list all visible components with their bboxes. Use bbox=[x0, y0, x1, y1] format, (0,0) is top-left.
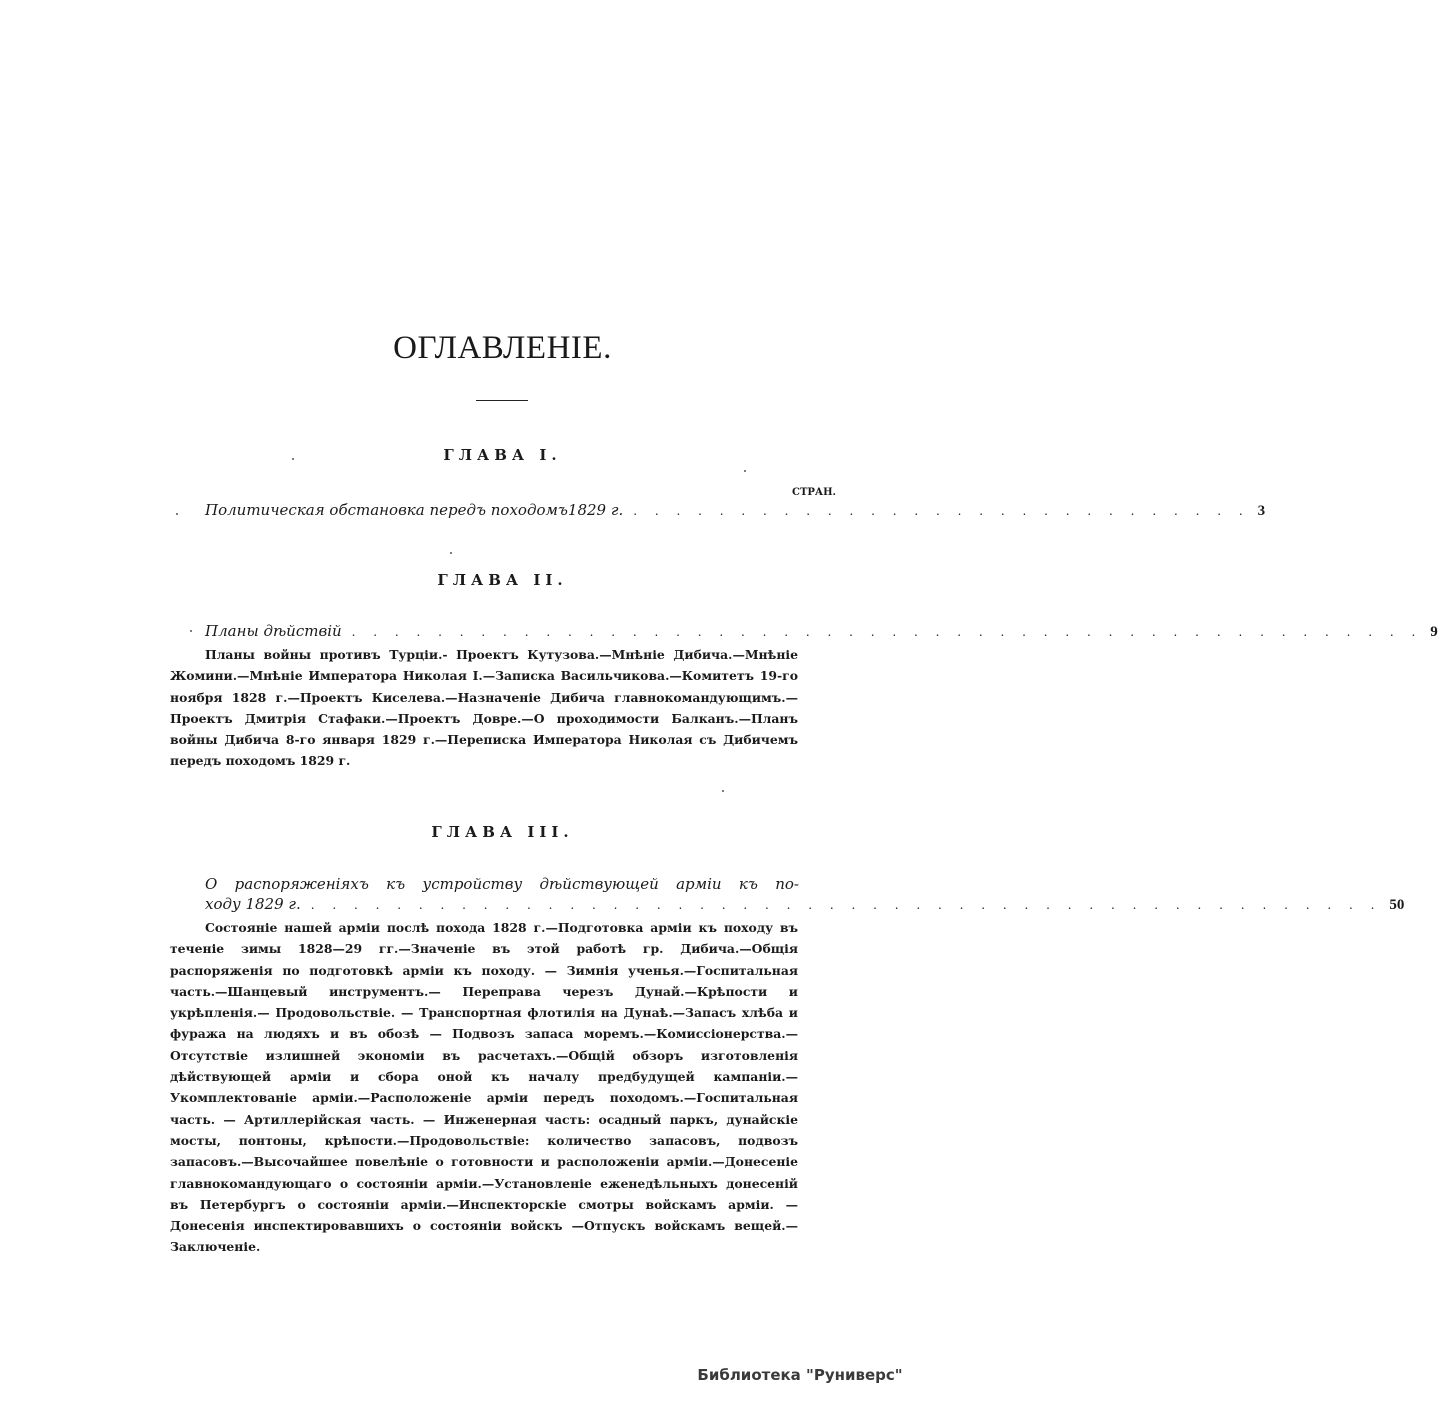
chapter-3-summary: Состояніе нашей арміи послѣ похода 1828 г.—Подготовка арміи къ походу въ теченіе зимы 1828—29 гг.—Значеніе въ этой работѣ гр. Дибича.—Общія распоряженія по подготовкѣ арміи къ походу. — Зимнія ученья.—Госпитальная часть.—Шанцевый инструментъ.— Переправа черезъ Дунай.—Крѣпости и укрѣпленія.— Продовольствіе. — Транспортная флотилія на Дунаѣ.—Запасъ хлѣба и фуража на людяхъ и въ обозѣ — Подвозъ запаса моремъ.—Комиссіонерства.—Отсутствіе излишней экономіи въ расчетахъ.—Общій обзоръ изготовленія дѣйствующей арміи и сбора оной къ началу предбудущей кампаніи.—Укомплектованіе арміи.—Расположеніе арміи передъ походомъ.—Госпитальная часть. — Артиллерійская часть. — Инженерная часть: осадный паркъ, дунайскіе мосты, понтоны, крѣпости.—Продовольствіе: количество запасовъ, подвозъ запасовъ.—Высочайшее повелѣніе о готовности и расположеніи арміи.—Донесеніе главнокомандующаго о состояніи арміи.—Установленіе еженедѣльныхъ донесеній въ Петербургъ о состояніи арміи.—Инспекторскіе смотры войскамъ арміи. — Донесенія инспектировавшихъ о состояніи войскъ —Отпускъ войскамъ вещей.— Заключеніе. bbox=[170, 920, 798, 1255]
dot-leader: . . . . . . . . . . . . . . . . . . . . . . . . . . . . . . . . . . . . . . . . . . . . . . . . . . bbox=[310, 898, 1382, 912]
scan-speck bbox=[176, 513, 178, 515]
chapter-3-heading: ГЛАВА III. bbox=[431, 823, 574, 841]
chapter-1-entry[interactable] bbox=[205, 500, 1266, 521]
chapter-1-entry-title: Политическая обстановка передъ походомъ1829 г. bbox=[205, 501, 624, 519]
chapter-3-page-number: 50 bbox=[1389, 897, 1405, 913]
scan-speck bbox=[744, 470, 746, 472]
scan-speck bbox=[292, 458, 294, 460]
chapter-2-page-number: 9 bbox=[1430, 624, 1438, 640]
dot-leader: . . . . . . . . . . . . . . . . . . . . . . . . . . . . . . . . . . . . . . . . . . . . . . . . . . bbox=[351, 625, 1423, 639]
page-title: ОГЛАВЛЕНІЕ. bbox=[393, 330, 612, 366]
chapter-3-entry-title-line1: О распоряженіяхъ къ устройству дѣйствующей арміи къ по- bbox=[205, 875, 799, 893]
scan-speck bbox=[450, 552, 452, 554]
page-column-label: СТРАН. bbox=[792, 487, 836, 498]
chapter-2-entry[interactable] bbox=[205, 621, 1438, 642]
scan-speck bbox=[722, 790, 724, 792]
dot-leader: . . . . . . . . . . . . . . . . . . . . . . . . . . . . . bbox=[633, 504, 1250, 518]
chapter-2-heading: ГЛАВА II. bbox=[437, 571, 568, 589]
chapter-3-entry-title-line2: ходу 1829 г. bbox=[205, 895, 301, 913]
chapter-1-heading: ГЛАВА I. bbox=[443, 446, 562, 464]
library-watermark: Библиотека "Руниверс" bbox=[697, 1366, 903, 1384]
scan-speck bbox=[190, 630, 192, 632]
chapter-2-summary: Планы войны противъ Турціи.- Проектъ Кутузова.—Мнѣніе Дибича.—Мнѣніе Жомини.—Мнѣніе Императора Николая I.—Записка Васильчикова.—Комитетъ 19-го ноября 1828 г.—Проектъ Киселева.—Назначеніе Дибича главнокомандующимъ.—Проектъ Дмитрія Стафаки.—Проектъ Довре.—О проходимости Балканъ.—Планъ войны Дибича 8-го января 1829 г.—Переписка Императора Николая съ Дибичемъ передъ походомъ 1829 г. bbox=[170, 647, 798, 769]
title-divider bbox=[476, 400, 528, 401]
chapter-1-page-number: 3 bbox=[1257, 503, 1266, 519]
chapter-2-entry-title: Планы дѣйствій bbox=[205, 622, 342, 640]
chapter-3-entry[interactable] bbox=[205, 874, 1405, 915]
